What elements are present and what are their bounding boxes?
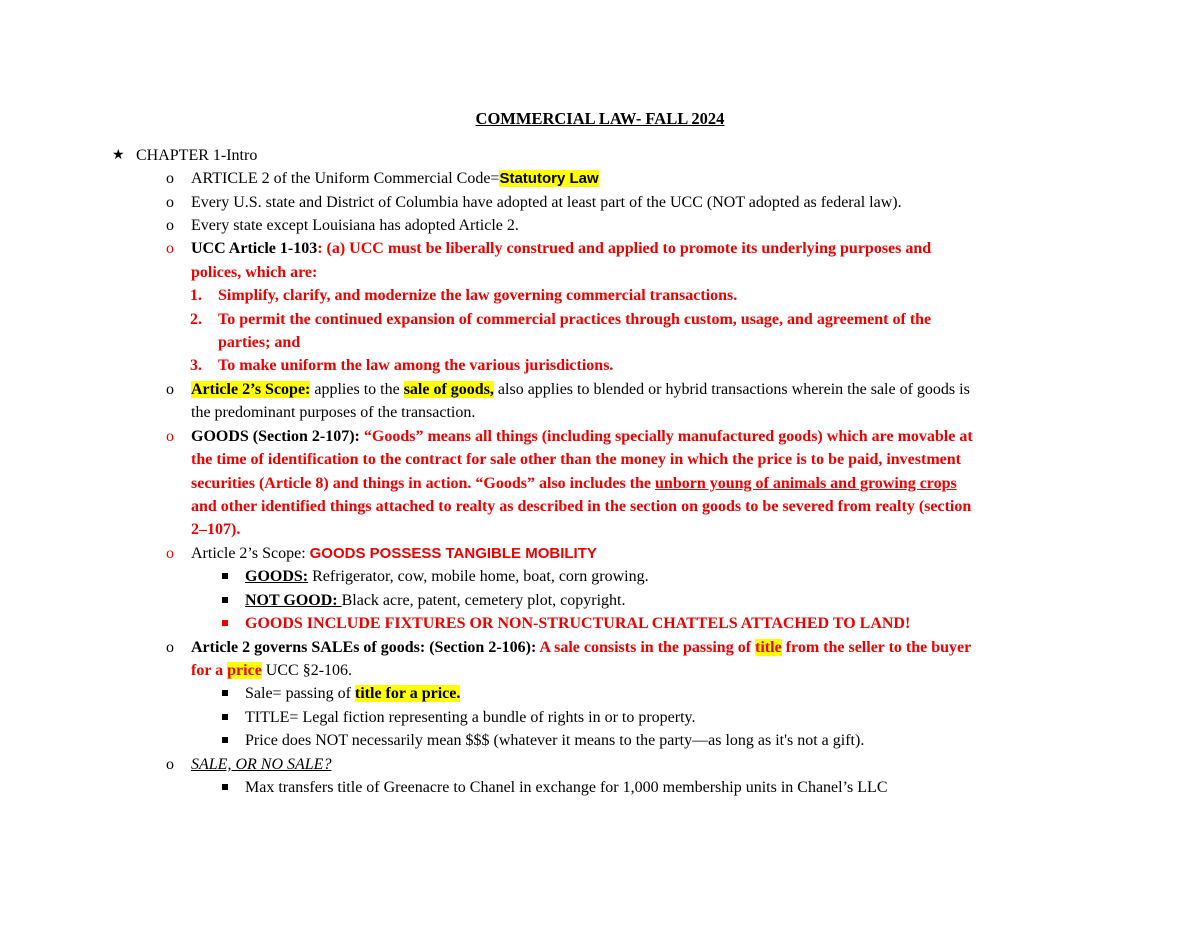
scope-text: applies to the xyxy=(310,381,404,398)
ucc-1-103-line xyxy=(191,237,931,260)
goods-label-underline: GOODS: xyxy=(245,568,309,585)
article2-line xyxy=(191,167,599,190)
circle-bullet-icon: o xyxy=(166,756,174,773)
goods-definition-3 xyxy=(191,472,957,495)
sale-line xyxy=(191,636,971,659)
fixtures-line: GOODS INCLUDE FIXTURES OR NON-STRUCTURAL CHATTELS ATTACHED TO LAND! xyxy=(245,615,911,632)
scope-tangible-line xyxy=(191,542,597,565)
square-bullet-icon xyxy=(222,784,228,790)
ucc-1-103-continuation: polices, which are: xyxy=(191,264,318,281)
square-bullet-icon xyxy=(222,737,228,743)
statutory-law-highlight: Statutory Law xyxy=(499,170,599,187)
circle-bullet-icon: o xyxy=(166,381,174,398)
sale-definition-text: Sale= passing of xyxy=(245,685,355,702)
unborn-young-underline: unborn young of animals and growing crops xyxy=(655,475,957,492)
circle-bullet-icon: o xyxy=(166,217,174,234)
purpose-3: To make uniform the law among the various jurisdictions. xyxy=(218,357,614,374)
sale-label: Article 2 governs SALEs of goods: (Section 2-106): xyxy=(191,639,540,656)
goods-examples xyxy=(245,565,649,588)
scope-continuation: the predominant purposes of the transaction. xyxy=(191,404,476,421)
title-highlight: title xyxy=(755,639,782,656)
square-bullet-icon xyxy=(222,620,228,626)
price-highlight: price xyxy=(227,662,262,679)
title-for-price-highlight: title for a price. xyxy=(354,685,461,702)
square-bullet-icon xyxy=(222,690,228,696)
star-bullet-icon: ★ xyxy=(112,148,125,163)
sale-text: A sale consists in the passing of xyxy=(539,639,756,656)
louisiana-line: Every state except Louisiana has adopted Article 2. xyxy=(191,217,519,234)
scope-text-end: also applies to blended or hybrid transactions wherein the sale of goods is xyxy=(493,381,970,398)
not-good-label-underline: NOT GOOD: xyxy=(245,592,342,609)
list-number: 1. xyxy=(190,287,202,304)
goods-definition-4: and other identified things attached to realty as described in the section on goods to be severed from realty (section xyxy=(191,498,972,515)
sale-text-end: from the seller to the buyer xyxy=(781,639,972,656)
goods-definition-line xyxy=(191,425,973,448)
ucc-1-103-text: : (a) UCC must be liberally construed and applied to promote its underlying purposes and xyxy=(317,240,932,257)
chapter-heading: CHAPTER 1-Intro xyxy=(136,147,258,164)
tangible-mobility-text: GOODS POSSESS TANGIBLE MOBILITY xyxy=(309,545,597,562)
purpose-2: To permit the continued expansion of commercial practices through custom, usage, and agreement of the xyxy=(218,311,932,328)
goods-definition-5: 2–107). xyxy=(191,521,241,538)
document-title: COMMERCIAL LAW- FALL 2024 xyxy=(475,109,725,128)
goods-definition-2: the time of identification to the contract for sale other than the money in which the price is to be paid, investment xyxy=(191,451,961,468)
circle-bullet-icon: o xyxy=(166,428,174,445)
sale-definition xyxy=(245,682,460,705)
circle-bullet-icon: o xyxy=(166,240,174,257)
not-goods-examples xyxy=(245,589,626,612)
title-definition: TITLE= Legal fiction representing a bundle of rights in or to property. xyxy=(245,709,696,726)
scope-highlight: Article 2’s Scope: xyxy=(191,381,311,398)
sale-of-goods-highlight: sale of goods, xyxy=(403,381,494,398)
ucc-1-103-label: UCC Article 1-103 xyxy=(191,240,318,257)
sale-or-no-sale-heading: SALE, OR NO SALE? xyxy=(191,756,332,773)
square-bullet-icon xyxy=(222,597,228,603)
purpose-2-continuation: parties; and xyxy=(218,334,301,351)
goods-label: GOODS (Section 2-107): xyxy=(191,428,364,445)
scope-line xyxy=(191,378,970,401)
ucc-citation: UCC §2-106. xyxy=(261,662,353,679)
states-line: Every U.S. state and District of Columbia have adopted at least part of the UCC (NOT adopted as federal law). xyxy=(191,194,902,211)
scope-label: Article 2’s Scope: xyxy=(191,545,310,562)
not-goods-text: Black acre, patent, cemetery plot, copyright. xyxy=(341,592,626,609)
list-number: 3. xyxy=(190,357,202,374)
circle-bullet-icon: o xyxy=(166,639,174,656)
for-a-text: for a xyxy=(191,662,228,679)
square-bullet-icon xyxy=(222,573,228,579)
article2-text: ARTICLE 2 of the Uniform Commercial Code= xyxy=(191,170,500,187)
goods-text: “Goods” means all things (including specially manufactured goods) which are movable at xyxy=(363,428,973,445)
goods-text-3: securities (Article 8) and things in action. “Goods” also includes the xyxy=(191,475,656,492)
purpose-1: Simplify, clarify, and modernize the law governing commercial transactions. xyxy=(218,287,738,304)
price-definition: Price does NOT necessarily mean $$$ (whatever it means to the party—as long as it's not a gift). xyxy=(245,732,865,749)
square-bullet-icon xyxy=(222,714,228,720)
max-example: Max transfers title of Greenacre to Chanel in exchange for 1,000 membership units in Chanel’s LLC xyxy=(245,779,888,796)
circle-bullet-icon: o xyxy=(166,545,174,562)
circle-bullet-icon: o xyxy=(166,194,174,211)
sale-continuation xyxy=(191,659,352,682)
circle-bullet-icon: o xyxy=(166,170,174,187)
list-number: 2. xyxy=(190,311,202,328)
goods-examples-text: Refrigerator, cow, mobile home, boat, corn growing. xyxy=(308,568,649,585)
